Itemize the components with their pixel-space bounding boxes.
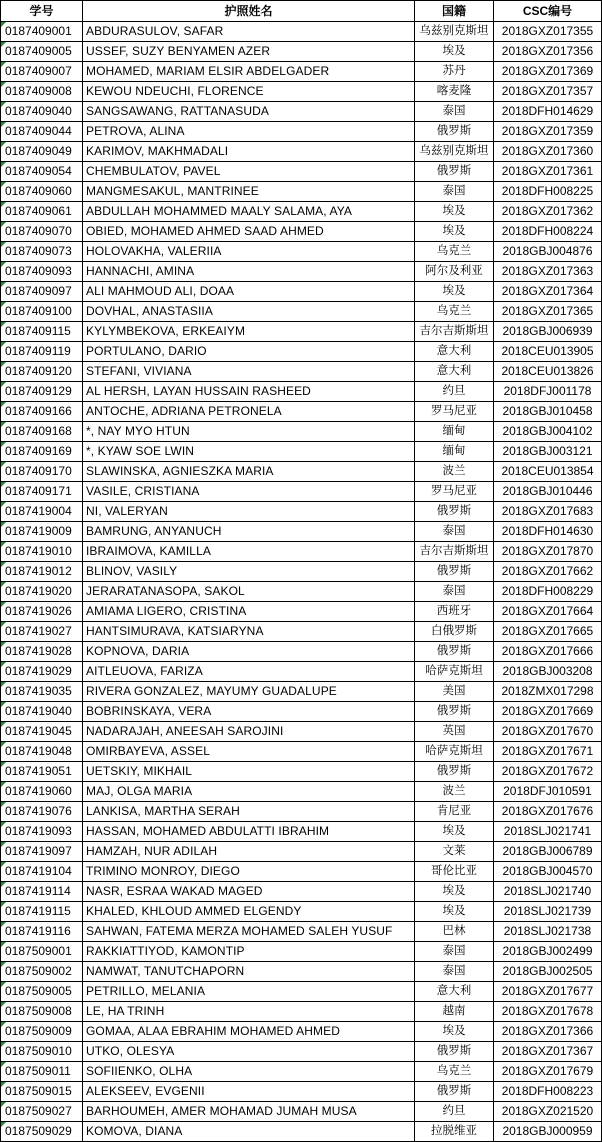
table-row <box>1 542 602 562</box>
csc-number-cell[interactable]: 2018ZMX017298 <box>494 682 602 702</box>
student-id-cell[interactable]: 0187509008 <box>1 1002 83 1022</box>
passport-name-cell[interactable]: RAKKIATTIYOD, KAMONTIP <box>83 942 415 962</box>
table-row <box>1 62 602 82</box>
header-csc-number: CSC编号 <box>494 1 602 22</box>
nationality-cell[interactable]: 白俄罗斯 <box>415 622 494 642</box>
student-id-cell[interactable]: 0187419012 <box>1 562 83 582</box>
passport-name-cell[interactable]: KYLYMBEKOVA, ERKEAIYM <box>83 322 415 342</box>
table-row <box>1 962 602 982</box>
csc-number-cell[interactable]: 2018SLJ021739 <box>494 902 602 922</box>
nationality-cell[interactable]: 苏丹 <box>415 62 494 82</box>
nationality-cell[interactable]: 埃及 <box>415 222 494 242</box>
nationality-cell[interactable]: 泰国 <box>415 522 494 542</box>
table-row <box>1 1122 602 1142</box>
student-id-cell[interactable]: 0187409119 <box>1 342 83 362</box>
table-row <box>1 702 602 722</box>
student-id-cell[interactable]: 0187419076 <box>1 802 83 822</box>
csc-number-cell[interactable]: 2018GBJ002499 <box>494 942 602 962</box>
student-id-cell[interactable]: 0187419009 <box>1 522 83 542</box>
passport-name-cell[interactable]: OBIED, MOHAMED AHMED SAAD AHMED <box>83 222 415 242</box>
csc-number-cell[interactable]: 2018GBJ004570 <box>494 862 602 882</box>
passport-name-cell[interactable]: AITLEUOVA, FARIZA <box>83 662 415 682</box>
table-row <box>1 42 602 62</box>
nationality-cell[interactable]: 埃及 <box>415 882 494 902</box>
table-row <box>1 182 602 202</box>
csc-number-cell[interactable]: 2018DFH008225 <box>494 182 602 202</box>
passport-name-cell[interactable]: JERARATANASOPA, SAKOL <box>83 582 415 602</box>
csc-number-cell[interactable]: 2018GXZ017361 <box>494 162 602 182</box>
nationality-cell[interactable]: 埃及 <box>415 822 494 842</box>
passport-name-cell[interactable]: KOPNOVA, DARIA <box>83 642 415 662</box>
header-row <box>1 1 602 22</box>
table-body <box>1 22 602 1142</box>
csc-number-cell[interactable]: 2018SLJ021738 <box>494 922 602 942</box>
table-row <box>1 1022 602 1042</box>
table-row <box>1 302 602 322</box>
table-row <box>1 982 602 1002</box>
header-nationality: 国籍 <box>415 1 494 22</box>
student-id-cell[interactable]: 0187409168 <box>1 422 83 442</box>
passport-name-cell[interactable]: USSEF, SUZY BENYAMEN AZER <box>83 42 415 62</box>
table-row <box>1 1062 602 1082</box>
table-row <box>1 942 602 962</box>
table-row <box>1 902 602 922</box>
csc-number-cell[interactable]: 2018GXZ017677 <box>494 982 602 1002</box>
csc-number-cell[interactable]: 2018GXZ017355 <box>494 22 602 42</box>
table-row <box>1 362 602 382</box>
student-id-cell[interactable]: 0187509029 <box>1 1122 83 1142</box>
passport-name-cell[interactable]: NAMWAT, TANUTCHAPORN <box>83 962 415 982</box>
student-id-cell[interactable]: 0187409008 <box>1 82 83 102</box>
student-id-cell[interactable]: 0187409100 <box>1 302 83 322</box>
nationality-cell[interactable]: 俄罗斯 <box>415 122 494 142</box>
student-id-cell[interactable]: 0187509002 <box>1 962 83 982</box>
nationality-cell[interactable]: 俄罗斯 <box>415 502 494 522</box>
nationality-cell[interactable]: 俄罗斯 <box>415 562 494 582</box>
student-id-cell[interactable]: 0187419027 <box>1 622 83 642</box>
nationality-cell[interactable]: 约旦 <box>415 382 494 402</box>
student-id-cell[interactable]: 0187419028 <box>1 642 83 662</box>
passport-name-cell[interactable]: ABDURASULOV, SAFAR <box>83 22 415 42</box>
nationality-cell[interactable]: 意大利 <box>415 982 494 1002</box>
student-id-cell[interactable]: 0187409170 <box>1 462 83 482</box>
csc-number-cell[interactable]: 2018GXZ017360 <box>494 142 602 162</box>
nationality-cell[interactable]: 哈萨克斯坦 <box>415 742 494 762</box>
student-id-cell[interactable]: 0187409044 <box>1 122 83 142</box>
student-id-cell[interactable]: 0187409169 <box>1 442 83 462</box>
table-row <box>1 422 602 442</box>
table-row <box>1 582 602 602</box>
nationality-cell[interactable]: 乌兹别克斯坦 <box>415 22 494 42</box>
csc-number-cell[interactable]: 2018GBJ000959 <box>494 1122 602 1142</box>
passport-name-cell[interactable]: PETRILLO, MELANIA <box>83 982 415 1002</box>
csc-number-cell[interactable]: 2018GXZ017664 <box>494 602 602 622</box>
csc-number-cell[interactable]: 2018DFH008223 <box>494 1082 602 1102</box>
passport-name-cell[interactable]: SAHWAN, FATEMA MERZA MOHAMED SALEH YUSUF <box>83 922 415 942</box>
student-id-cell[interactable]: 0187409005 <box>1 42 83 62</box>
nationality-cell[interactable]: 泰国 <box>415 942 494 962</box>
student-id-cell[interactable]: 0187409115 <box>1 322 83 342</box>
student-id-cell[interactable]: 0187409049 <box>1 142 83 162</box>
csc-number-cell[interactable]: 2018GXZ017672 <box>494 762 602 782</box>
csc-number-cell[interactable]: 2018GBJ010458 <box>494 402 602 422</box>
csc-number-cell[interactable]: 2018GXZ017665 <box>494 622 602 642</box>
passport-name-cell[interactable]: VASILE, CRISTIANA <box>83 482 415 502</box>
nationality-cell[interactable]: 美国 <box>415 682 494 702</box>
header-student-id: 学号 <box>1 1 83 22</box>
table-row <box>1 842 602 862</box>
csc-number-cell[interactable]: 2018GBJ003208 <box>494 662 602 682</box>
table-row <box>1 442 602 462</box>
table-row <box>1 782 602 802</box>
nationality-cell[interactable]: 埃及 <box>415 42 494 62</box>
table-row <box>1 602 602 622</box>
nationality-cell[interactable]: 罗马尼亚 <box>415 482 494 502</box>
csc-number-cell[interactable]: 2018SLJ021741 <box>494 822 602 842</box>
passport-name-cell[interactable]: IBRAIMOVA, KAMILLA <box>83 542 415 562</box>
passport-name-cell[interactable]: SOFIIENKO, OLHA <box>83 1062 415 1082</box>
table-row <box>1 642 602 662</box>
table-row <box>1 242 602 262</box>
student-id-cell[interactable]: 0187419097 <box>1 842 83 862</box>
table-row <box>1 202 602 222</box>
passport-name-cell[interactable]: ANTOCHE, ADRIANA PETRONELA <box>83 402 415 422</box>
csc-number-cell[interactable]: 2018GXZ017364 <box>494 282 602 302</box>
passport-name-cell[interactable]: UTKO, OLESYA <box>83 1042 415 1062</box>
passport-name-cell[interactable]: KOMOVA, DIANA <box>83 1122 415 1142</box>
nationality-cell[interactable]: 意大利 <box>415 362 494 382</box>
table-row <box>1 762 602 782</box>
passport-name-cell[interactable]: MANGMESAKUL, MANTRINEE <box>83 182 415 202</box>
student-id-cell[interactable]: 0187419040 <box>1 702 83 722</box>
passport-name-cell[interactable]: AL HERSH, LAYAN HUSSAIN RASHEED <box>83 382 415 402</box>
table-row <box>1 882 602 902</box>
csc-number-cell[interactable]: 2018DFH014630 <box>494 522 602 542</box>
student-id-cell[interactable]: 0187509027 <box>1 1102 83 1122</box>
table-row <box>1 1102 602 1122</box>
student-id-cell[interactable]: 0187419116 <box>1 922 83 942</box>
table-row <box>1 662 602 682</box>
student-id-cell[interactable]: 0187419045 <box>1 722 83 742</box>
csc-number-cell[interactable]: 2018GXZ017359 <box>494 122 602 142</box>
passport-name-cell[interactable]: SANGSAWANG, RATTANASUDA <box>83 102 415 122</box>
nationality-cell[interactable]: 俄罗斯 <box>415 162 494 182</box>
csc-number-cell[interactable]: 2018GXZ017357 <box>494 82 602 102</box>
table-row <box>1 82 602 102</box>
passport-name-cell[interactable]: NI, VALERYAN <box>83 502 415 522</box>
nationality-cell[interactable]: 埃及 <box>415 282 494 302</box>
table-row <box>1 282 602 302</box>
csc-number-cell[interactable]: 2018SLJ021740 <box>494 882 602 902</box>
nationality-cell[interactable]: 乌克兰 <box>415 242 494 262</box>
student-id-cell[interactable]: 0187409001 <box>1 22 83 42</box>
nationality-cell[interactable]: 拉脱维亚 <box>415 1122 494 1142</box>
passport-name-cell[interactable]: MAJ, OLGA MARIA <box>83 782 415 802</box>
student-id-cell[interactable]: 0187509011 <box>1 1062 83 1082</box>
csc-number-cell[interactable]: 2018GXZ017676 <box>494 802 602 822</box>
csc-number-cell[interactable]: 2018GXZ017670 <box>494 722 602 742</box>
student-id-cell[interactable]: 0187409070 <box>1 222 83 242</box>
nationality-cell[interactable]: 俄罗斯 <box>415 1082 494 1102</box>
passport-name-cell[interactable]: STEFANI, VIVIANA <box>83 362 415 382</box>
csc-number-cell[interactable]: 2018GXZ017363 <box>494 262 602 282</box>
table-row <box>1 382 602 402</box>
table-row <box>1 462 602 482</box>
student-id-cell[interactable]: 0187419060 <box>1 782 83 802</box>
csc-number-cell[interactable]: 2018GBJ004876 <box>494 242 602 262</box>
student-id-cell[interactable]: 0187409060 <box>1 182 83 202</box>
student-id-cell[interactable]: 0187419051 <box>1 762 83 782</box>
passport-name-cell[interactable]: *, NAY MYO HTUN <box>83 422 415 442</box>
passport-name-cell[interactable]: ABDULLAH MOHAMMED MAALY SALAMA, AYA <box>83 202 415 222</box>
table-row <box>1 562 602 582</box>
table-row <box>1 502 602 522</box>
passport-name-cell[interactable]: OMIRBAYEVA, ASSEL <box>83 742 415 762</box>
table-row <box>1 1082 602 1102</box>
student-id-cell[interactable]: 0187509015 <box>1 1082 83 1102</box>
table-row <box>1 102 602 122</box>
csc-number-cell[interactable]: 2018GXZ017356 <box>494 42 602 62</box>
csc-number-cell[interactable]: 2018GBJ003121 <box>494 442 602 462</box>
student-id-cell[interactable]: 0187409007 <box>1 62 83 82</box>
csc-number-cell[interactable]: 2018GXZ017367 <box>494 1042 602 1062</box>
student-id-cell[interactable]: 0187409093 <box>1 262 83 282</box>
header-passport-name: 护照姓名 <box>83 1 415 22</box>
table-row <box>1 402 602 422</box>
nationality-cell[interactable]: 俄罗斯 <box>415 1042 494 1062</box>
passport-name-cell[interactable]: RIVERA GONZALEZ, MAYUMY GUADALUPE <box>83 682 415 702</box>
table-row <box>1 822 602 842</box>
student-id-cell[interactable]: 0187419093 <box>1 822 83 842</box>
table-row <box>1 802 602 822</box>
passport-name-cell[interactable]: HANNACHI, AMINA <box>83 262 415 282</box>
student-id-cell[interactable]: 0187419035 <box>1 682 83 702</box>
passport-name-cell[interactable]: HAMZAH, NUR ADILAH <box>83 842 415 862</box>
student-id-cell[interactable]: 0187409129 <box>1 382 83 402</box>
passport-name-cell[interactable]: BLINOV, VASILY <box>83 562 415 582</box>
table-row <box>1 1002 602 1022</box>
nationality-cell[interactable]: 罗马尼亚 <box>415 402 494 422</box>
csc-number-cell[interactable]: 2018GBJ006789 <box>494 842 602 862</box>
student-id-cell[interactable]: 0187419026 <box>1 602 83 622</box>
passport-name-cell[interactable]: MOHAMED, MARIAM ELSIR ABDELGADER <box>83 62 415 82</box>
nationality-cell[interactable]: 西班牙 <box>415 602 494 622</box>
passport-name-cell[interactable]: LANKISA, MARTHA SERAH <box>83 802 415 822</box>
csc-number-cell[interactable]: 2018CEU013826 <box>494 362 602 382</box>
passport-name-cell[interactable]: CHEMBULATOV, PAVEL <box>83 162 415 182</box>
passport-name-cell[interactable]: SLAWINSKA, AGNIESZKA MARIA <box>83 462 415 482</box>
table-row <box>1 1042 602 1062</box>
nationality-cell[interactable]: 乌克兰 <box>415 1062 494 1082</box>
csc-number-cell[interactable]: 2018GXZ017669 <box>494 702 602 722</box>
csc-number-cell[interactable]: 2018GXZ017678 <box>494 1002 602 1022</box>
table-row <box>1 862 602 882</box>
csc-number-cell[interactable]: 2018GXZ017666 <box>494 642 602 662</box>
nationality-cell[interactable]: 越南 <box>415 1002 494 1022</box>
passport-name-cell[interactable]: NASR, ESRAA WAKAD MAGED <box>83 882 415 902</box>
csc-number-cell[interactable]: 2018GBJ004102 <box>494 422 602 442</box>
nationality-cell[interactable]: 缅甸 <box>415 422 494 442</box>
csc-number-cell[interactable]: 2018GXZ017362 <box>494 202 602 222</box>
passport-name-cell[interactable]: TRIMINO MONROY, DIEGO <box>83 862 415 882</box>
nationality-cell[interactable]: 俄罗斯 <box>415 702 494 722</box>
csc-number-cell[interactable]: 2018GXZ021520 <box>494 1102 602 1122</box>
csc-number-cell[interactable]: 2018GXZ017870 <box>494 542 602 562</box>
table-row <box>1 922 602 942</box>
passport-name-cell[interactable]: GOMAA, ALAA EBRAHIM MOHAMED AHMED <box>83 1022 415 1042</box>
nationality-cell[interactable]: 阿尔及利亚 <box>415 262 494 282</box>
csc-number-cell[interactable]: 2018GBJ010446 <box>494 482 602 502</box>
nationality-cell[interactable]: 哥伦比亚 <box>415 862 494 882</box>
nationality-cell[interactable]: 乌克兰 <box>415 302 494 322</box>
csc-number-cell[interactable]: 2018DFJ010591 <box>494 782 602 802</box>
table-row <box>1 262 602 282</box>
csc-number-cell[interactable]: 2018DFH014629 <box>494 102 602 122</box>
nationality-cell[interactable]: 吉尔吉斯斯坦 <box>415 322 494 342</box>
passport-name-cell[interactable]: PETROVA, ALINA <box>83 122 415 142</box>
passport-name-cell[interactable]: ALI MAHMOUD ALI, DOAA <box>83 282 415 302</box>
csc-number-cell[interactable]: 2018GXZ017679 <box>494 1062 602 1082</box>
nationality-cell[interactable]: 喀麦隆 <box>415 82 494 102</box>
passport-name-cell[interactable]: BAMRUNG, ANYANUCH <box>83 522 415 542</box>
passport-name-cell[interactable]: BARHOUMEH, AMER MOHAMAD JUMAH MUSA <box>83 1102 415 1122</box>
passport-name-cell[interactable]: HANTSIMURAVA, KATSIARYNA <box>83 622 415 642</box>
passport-name-cell[interactable]: KARIMOV, MAKHMADALI <box>83 142 415 162</box>
nationality-cell[interactable]: 俄罗斯 <box>415 762 494 782</box>
nationality-cell[interactable]: 巴林 <box>415 922 494 942</box>
table-row <box>1 742 602 762</box>
student-id-cell[interactable]: 0187419048 <box>1 742 83 762</box>
table-row <box>1 722 602 742</box>
nationality-cell[interactable]: 泰国 <box>415 102 494 122</box>
nationality-cell[interactable]: 肯尼亚 <box>415 802 494 822</box>
student-id-cell[interactable]: 0187419020 <box>1 582 83 602</box>
table-row <box>1 142 602 162</box>
nationality-cell[interactable]: 泰国 <box>415 182 494 202</box>
student-id-cell[interactable]: 0187409166 <box>1 402 83 422</box>
student-id-cell[interactable]: 0187419104 <box>1 862 83 882</box>
student-id-cell[interactable]: 0187419010 <box>1 542 83 562</box>
student-id-cell[interactable]: 0187409040 <box>1 102 83 122</box>
student-id-cell[interactable]: 0187409171 <box>1 482 83 502</box>
nationality-cell[interactable]: 埃及 <box>415 1022 494 1042</box>
nationality-cell[interactable]: 泰国 <box>415 962 494 982</box>
table-row <box>1 682 602 702</box>
csc-number-cell[interactable]: 2018GXZ017662 <box>494 562 602 582</box>
table-row <box>1 522 602 542</box>
student-id-cell[interactable]: 0187409073 <box>1 242 83 262</box>
nationality-cell[interactable]: 泰国 <box>415 582 494 602</box>
student-id-cell[interactable]: 0187409120 <box>1 362 83 382</box>
passport-name-cell[interactable]: ALEKSEEV, EVGENII <box>83 1082 415 1102</box>
table-row <box>1 622 602 642</box>
csc-number-cell[interactable]: 2018GXZ017366 <box>494 1022 602 1042</box>
table-row <box>1 22 602 42</box>
table-row <box>1 122 602 142</box>
nationality-cell[interactable]: 波兰 <box>415 462 494 482</box>
passport-name-cell[interactable]: NADARAJAH, ANEESAH SAROJINI <box>83 722 415 742</box>
student-id-cell[interactable]: 0187409097 <box>1 282 83 302</box>
nationality-cell[interactable]: 乌兹别克斯坦 <box>415 142 494 162</box>
nationality-cell[interactable]: 缅甸 <box>415 442 494 462</box>
passport-name-cell[interactable]: KHALED, KHLOUD AMMED ELGENDY <box>83 902 415 922</box>
csc-number-cell[interactable]: 2018GBJ002505 <box>494 962 602 982</box>
student-id-cell[interactable]: 0187509009 <box>1 1022 83 1042</box>
csc-number-cell[interactable]: 2018GXZ017671 <box>494 742 602 762</box>
table-header <box>1 1 602 22</box>
csc-number-cell[interactable]: 2018GBJ006939 <box>494 322 602 342</box>
student-id-cell[interactable]: 0187409054 <box>1 162 83 182</box>
passport-name-cell[interactable]: PORTULANO, DARIO <box>83 342 415 362</box>
student-id-cell[interactable]: 0187419029 <box>1 662 83 682</box>
table-row <box>1 322 602 342</box>
nationality-cell[interactable]: 英国 <box>415 722 494 742</box>
csc-number-cell[interactable]: 2018DFH008229 <box>494 582 602 602</box>
student-id-cell[interactable]: 0187419114 <box>1 882 83 902</box>
passport-name-cell[interactable]: LE, HA TRINH <box>83 1002 415 1022</box>
nationality-cell[interactable]: 约旦 <box>415 1102 494 1122</box>
student-id-cell[interactable]: 0187419004 <box>1 502 83 522</box>
csc-number-cell[interactable]: 2018GXZ017683 <box>494 502 602 522</box>
nationality-cell[interactable]: 埃及 <box>415 902 494 922</box>
student-id-cell[interactable]: 0187409061 <box>1 202 83 222</box>
nationality-cell[interactable]: 意大利 <box>415 342 494 362</box>
nationality-cell[interactable]: 波兰 <box>415 782 494 802</box>
passport-name-cell[interactable]: DOVHAL, ANASTASIIA <box>83 302 415 322</box>
table-row <box>1 222 602 242</box>
csc-number-cell[interactable]: 2018GXZ017365 <box>494 302 602 322</box>
nationality-cell[interactable]: 俄罗斯 <box>415 642 494 662</box>
student-id-cell[interactable]: 0187509010 <box>1 1042 83 1062</box>
nationality-cell[interactable]: 吉尔吉斯斯坦 <box>415 542 494 562</box>
passport-name-cell[interactable]: HOLOVAKHA, VALERIIA <box>83 242 415 262</box>
csc-number-cell[interactable]: 2018CEU013854 <box>494 462 602 482</box>
nationality-cell[interactable]: 埃及 <box>415 202 494 222</box>
passport-name-cell[interactable]: BOBRINSKAYA, VERA <box>83 702 415 722</box>
student-id-cell[interactable]: 0187419115 <box>1 902 83 922</box>
passport-name-cell[interactable]: UETSKIY, MIKHAIL <box>83 762 415 782</box>
passport-name-cell[interactable]: KEWOU NDEUCHI, FLORENCE <box>83 82 415 102</box>
csc-number-cell[interactable]: 2018DFJ001178 <box>494 382 602 402</box>
nationality-cell[interactable]: 哈萨克斯坦 <box>415 662 494 682</box>
table-row <box>1 162 602 182</box>
passport-name-cell[interactable]: AMIAMA LIGERO, CRISTINA <box>83 602 415 622</box>
student-id-cell[interactable]: 0187509001 <box>1 942 83 962</box>
nationality-cell[interactable]: 文莱 <box>415 842 494 862</box>
csc-number-cell[interactable]: 2018GXZ017369 <box>494 62 602 82</box>
table-row <box>1 342 602 362</box>
passport-name-cell[interactable]: HASSAN, MOHAMED ABDULATTI IBRAHIM <box>83 822 415 842</box>
passport-name-cell[interactable]: *, KYAW SOE LWIN <box>83 442 415 462</box>
table-row <box>1 482 602 502</box>
csc-number-cell[interactable]: 2018DFH008224 <box>494 222 602 242</box>
student-id-cell[interactable]: 0187509005 <box>1 982 83 1002</box>
csc-number-cell[interactable]: 2018CEU013905 <box>494 342 602 362</box>
